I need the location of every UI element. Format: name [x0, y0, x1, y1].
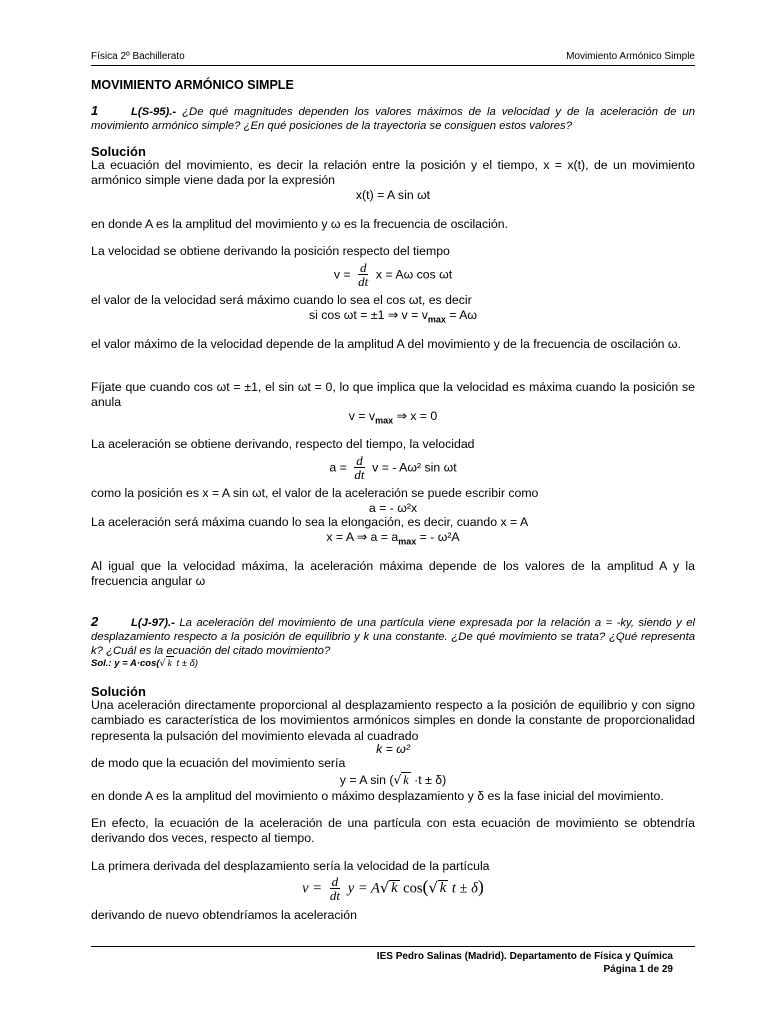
- derivative-fraction: $\frac{d}{dt}$: [358, 260, 369, 289]
- s1-equation-6: a = - ω²x: [368, 501, 418, 515]
- s1-paragraph-5: el valor máximo de la velocidad depende de la amplitud A del movimiento y de la frecuencia de oscilación ω.: [91, 337, 681, 351]
- solution-1-heading: Solución: [91, 144, 146, 159]
- s1-equation-2: v = $\frac{d}{dt}$ x = Aω cos ωt: [333, 260, 453, 289]
- question-2-number: 2: [91, 614, 99, 629]
- document-page: [91, 0, 695, 1024]
- question-2: [91, 615, 695, 658]
- page-header: [91, 51, 695, 66]
- question-1: [91, 104, 695, 133]
- s2-paragraph-6: derivando de nuevo obtendríamos la aceleración: [91, 908, 357, 922]
- s1-equation-3: si cos ωt = ±1 ⇒ $v = v_{max} = A\omega$: [308, 308, 478, 325]
- s1-paragraph-3: La velocidad se obtiene derivando la posición respecto del tiempo: [91, 244, 450, 258]
- s2-paragraph-1: Una aceleración directamente proporcional al desplazamiento respecto a la posición de equilibrio y con signo cambiado es característica de los movimientos armónicos simples en donde la constante de proporcionalidad representa la pulsación del movimiento elevada al cuadrado: [91, 698, 695, 743]
- question-2-ref: L(J-97).-: [131, 617, 175, 629]
- footer-institution: IES Pedro Salinas (Madrid). Departamento de Física y Química: [376, 951, 673, 962]
- s1-paragraph-4: el valor de la velocidad será máximo cuando lo sea el cos ωt, es decir: [91, 293, 472, 307]
- question-2-text: La aceleración del movimiento de una partícula viene expresada por la relación a = -ky, siendo y el desplazamiento respecto a la posición de equilibrio y k una constante. ¿De qué movimiento se trata? ¿Qué representa k? ¿Cuál es la ecuación del citado movimiento?: [91, 617, 695, 657]
- s2-equation-2: y = A sin (√ k ·t ± δ): [339, 773, 447, 787]
- s1-paragraph-1: La ecuación del movimiento, es decir la relación entre la posición y el tiempo, x = x(t), de un movimiento armónico simple viene dada por la expresión: [91, 158, 695, 188]
- s2-paragraph-3: en donde A es la amplitud del movimiento o máximo desplazamiento y δ es la fase inicial del movimiento.: [91, 789, 664, 803]
- question-1-text: ¿De qué magnitudes dependen los valores máximos de la velocidad y de la aceleración de un movimiento armónico simple? ¿En qué posiciones de la trayectoria se consiguen estos valores?: [91, 106, 695, 132]
- document-title: MOVIMIENTO ARMÓNICO SIMPLE: [91, 78, 294, 92]
- page-footer: [91, 946, 695, 975]
- s1-paragraph-6: Fíjate que cuando cos ωt = ±1, el sin ωt = 0, lo que implica que la velocidad es máxima cuando la posición se anula: [91, 380, 695, 410]
- s1-equation-7: x = A ⇒ $a = a_{max}$ = - ω²A: [326, 530, 460, 547]
- derivative-fraction: $\frac{d}{dt}$: [354, 453, 365, 482]
- s1-equation-5: a = $\frac{d}{dt}$ v = - Aω² sin ωt: [329, 453, 457, 482]
- s1-paragraph-2: en donde A es la amplitud del movimiento y ω es la frecuencia de oscilación.: [91, 217, 509, 231]
- question-1-ref: L(S-95).-: [131, 106, 177, 118]
- s2-paragraph-4: En efecto, la ecuación de la aceleración de una partícula con esta ecuación de movimiento se obtendría derivando dos veces, respecto al tiempo.: [91, 816, 695, 846]
- s1-equation-4: $v = v_{max}$ ⇒ x = 0: [348, 409, 438, 426]
- s1-paragraph-8: como la posición es x = A sin ωt, el valor de la aceleración se puede escribir como: [91, 486, 539, 500]
- s1-paragraph-9: La aceleración será máxima cuando lo sea la elongación, es decir, cuando x = A: [91, 515, 529, 529]
- header-right: Movimiento Armónico Simple: [566, 51, 695, 62]
- header-left: Física 2º Bachillerato: [91, 51, 185, 62]
- derivative-fraction: $\frac{d}{dt}$: [329, 874, 340, 903]
- s2-paragraph-5: La primera derivada del desplazamiento sería la velocidad de la partícula: [91, 859, 490, 873]
- question-1-number: 1: [91, 103, 99, 118]
- question-2-answer: Sol.: y = A·cos(√ k t ± δ): [91, 656, 695, 672]
- s2-equation-1: k = ω²: [376, 742, 410, 756]
- solution-2-heading: Solución: [91, 684, 146, 699]
- s1-paragraph-7: La aceleración se obtiene derivando, respecto del tiempo, la velocidad: [91, 437, 475, 451]
- s2-equation-3: v = $\frac{d}{dt}$ y = A√ k cos(√ k t ± δ): [302, 874, 484, 903]
- footer-page-number: Página 1 de 29: [603, 964, 673, 975]
- s1-equation-1: x(t) = A sin ωt: [355, 188, 431, 202]
- s2-paragraph-2: de modo que la ecuación del movimiento sería: [91, 756, 346, 770]
- s1-paragraph-10: Al igual que la velocidad máxima, la aceleración máxima depende de los valores de la amplitud A y la frecuencia angular ω: [91, 559, 695, 589]
